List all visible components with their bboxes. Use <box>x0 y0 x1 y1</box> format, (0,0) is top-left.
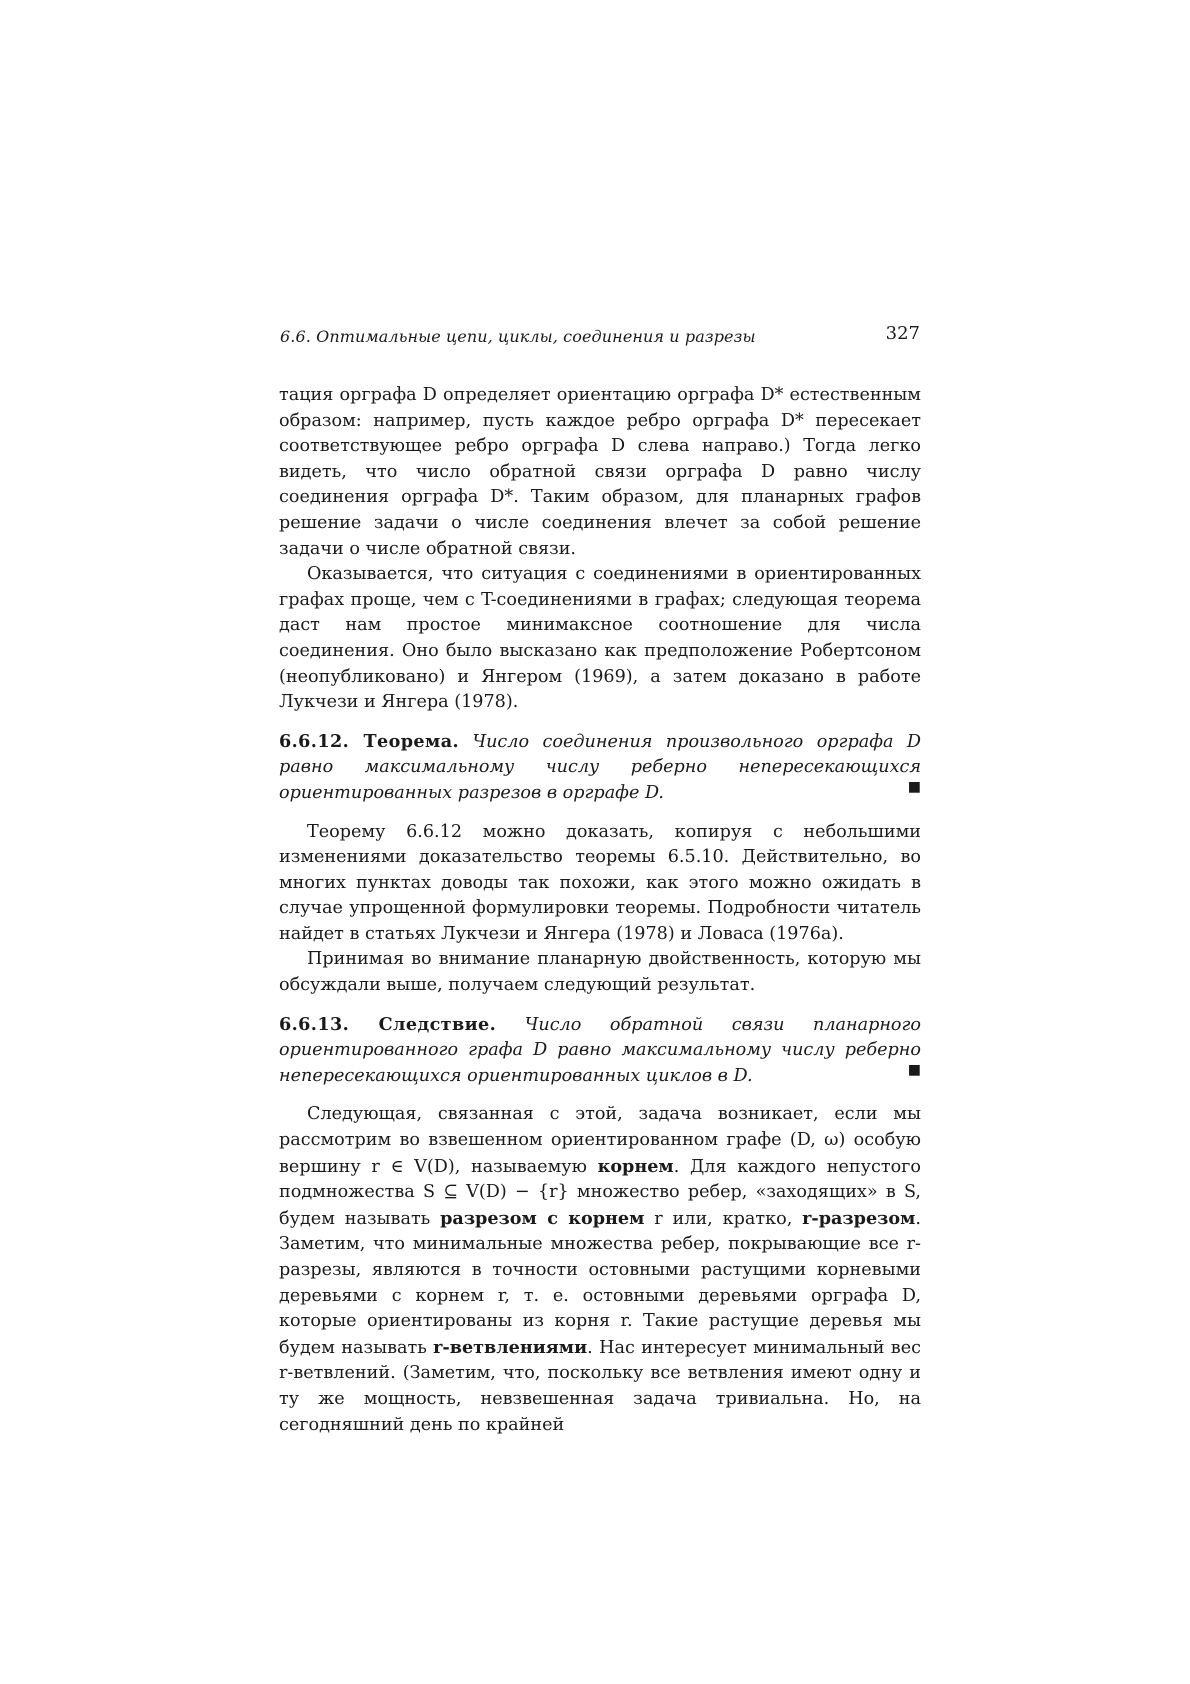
theorem-6-6-12 <box>279 729 921 807</box>
text-run: . Заметим, что минимальные множества ребер, покрывающие все r-разрезы, являются в точности остовными растущими корневыми деревьями с корнем r, т. е. остовными деревьями орграфа D, которые ориентированы из корня r. Такие растущие деревья мы будем называть <box>279 1208 921 1358</box>
text-run: . Для каждого непустого подмножества S ⊆ V(D) − {r} множество ребер, «заходящих» в S, будем называть <box>279 1156 921 1229</box>
term-r-branching: r-ветвлениями <box>433 1336 588 1358</box>
corollary-text: Число обратной связи планарного ориентированного графа D равно максимальному числу реберно непересекающихся ориентированных циклов в D. <box>279 1014 922 1086</box>
paragraph-5 <box>279 1102 921 1438</box>
page-number: 327 <box>885 323 920 344</box>
qed-square-icon: ■ <box>907 1061 921 1078</box>
page-body <box>279 383 921 1438</box>
paragraph-2: Оказывается, что ситуация с соединениями в ориентированных графах проще, чем с T-соединениями в графах; следующая теорема даст нам простое минимаксное соотношение для числа соединения. Оно было высказано как предположение Робертсоном (неопубликовано) и Янгером (1969), а затем доказано в работе Лукчези и Янгера (1978). <box>279 564 921 713</box>
running-title: 6.6. Оптимальные цепи, циклы, соединения и разрезы <box>280 327 756 346</box>
term-rooted-cut: разрезом с корнем <box>440 1207 645 1229</box>
corollary-label: 6.6.13. Следствие. <box>279 1013 497 1035</box>
paragraph-3: Теорему 6.6.12 можно доказать, копируя с небольшими изменениями доказательство теоремы 6.5.10. Действительно, во многих пунктах доводы так похожи, как этого можно ожидать в случае упрощенной формулировки теоремы. Подробности читатель найдет в статьях Лукчези и Янгера (1978) и Ловаса (1976a). <box>279 821 921 944</box>
text-run: Следующая, связанная с этой, задача возникает, если мы рассмотрим во взвешенном ориентированном графе (D, ω) особую вершину r ∈ V(D), называемую <box>279 1104 921 1177</box>
corollary-6-6-13 <box>279 1012 921 1090</box>
page-header <box>280 323 920 353</box>
paragraph-4: Принимая во внимание планарную двойственность, которую мы обсуждали выше, получаем следующий результат. <box>279 949 921 996</box>
text-run: r или, кратко, <box>644 1208 803 1229</box>
text-run: . Нас интересует минимальный вес r-ветвлений. (Заметим, что, поскольку все ветвления имеют одну и ту же мощность, невзвешенная задача тривиальна. Но, на сегодняшний день по крайней <box>279 1337 921 1435</box>
theorem-label: 6.6.12. Теорема. <box>279 730 460 752</box>
term-root: корнем <box>597 1155 674 1177</box>
paragraph-1: тация орграфа D определяет ориентацию орграфа D* естественным образом: например, пусть каждое ребро орграфа D* пересекает соответствующее ребро орграфа D слева направо.) Тогда легко видеть, что число обратной связи орграфа D равно числу соединения орграфа D*. Таким образом, для планарных графов решение задачи о числе соединения влечет за собой решение задачи о числе обратной связи. <box>279 385 921 559</box>
theorem-text: Число соединения произвольного орграфа D равно максимальному числу реберно непересекающихся ориентированных разрезов в орграфе D. <box>279 731 921 803</box>
qed-square-icon: ■ <box>907 778 921 795</box>
term-r-cut: r-разрезом <box>802 1207 916 1229</box>
